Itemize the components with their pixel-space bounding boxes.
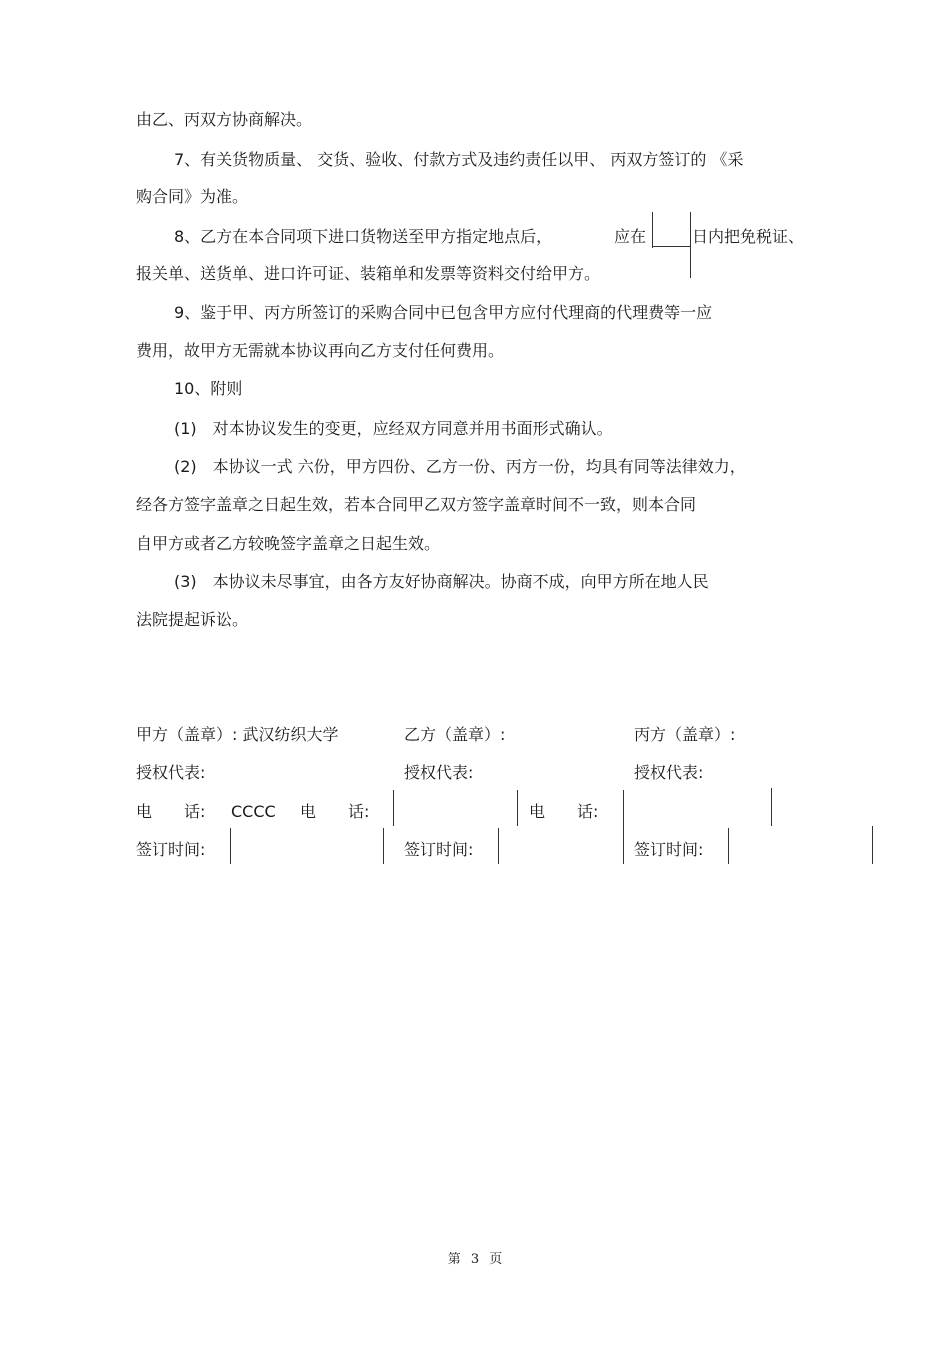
paragraph-line: (1) 对本协议发生的变更，应经双方同意并用书面形式确认。	[174, 419, 613, 438]
paragraph-line: 9、鉴于甲、丙方所签订的采购合同中已包含甲方应付代理商的代理费等一应	[174, 303, 713, 322]
party-a-label: 甲方（盖章）: 武汉纺织大学	[136, 725, 339, 744]
section-heading: 10、附则	[174, 379, 243, 398]
phone-a-value: CCCC	[231, 802, 276, 821]
paragraph-line: 由乙、丙双方协商解决。	[136, 110, 313, 129]
footer-prefix: 第	[447, 1252, 461, 1267]
blank-left-border	[652, 212, 653, 248]
rep-a-label: 授权代表:	[136, 763, 206, 782]
paragraph-line: 自甲方或者乙方较晚签字盖章之日起生效。	[136, 534, 441, 553]
date-c-label: 签订时间:	[634, 840, 704, 859]
paragraph-line: 8、乙方在本合同项下进口货物送至甲方指定地点后，	[174, 227, 553, 246]
field-border	[623, 790, 624, 864]
blank-right-border	[690, 212, 691, 278]
phone-a-label: 电 话:	[136, 802, 206, 821]
footer-suffix: 页	[489, 1252, 503, 1267]
paragraph-line: (2) 本协议一式 六份，甲方四份、乙方一份、丙方一份，均具有同等法律效力，	[174, 457, 746, 476]
page-footer	[0, 1251, 950, 1269]
paragraph-line: 购合同》为准。	[136, 187, 249, 206]
page-number: 3	[470, 1252, 480, 1267]
field-border	[393, 790, 394, 826]
paragraph-line: (3) 本协议未尽事宜，由各方友好协商解决。协商不成，向甲方所在地人民	[174, 572, 709, 591]
field-border	[498, 828, 499, 864]
field-border	[383, 828, 384, 864]
field-border	[872, 826, 873, 864]
paragraph-line: 法院提起诉讼。	[136, 610, 249, 629]
rep-c-label: 授权代表:	[634, 763, 704, 782]
field-border	[771, 788, 772, 826]
party-c-label: 丙方（盖章）:	[634, 725, 736, 744]
field-border	[230, 828, 231, 864]
date-a-label: 签订时间:	[136, 840, 206, 859]
paragraph-line: 费用，故甲方无需就本协议再向乙方支付任何费用。	[136, 341, 505, 360]
paragraph-line: 报关单、送货单、进口许可证、装箱单和发票等资料交付给甲方。	[136, 264, 601, 283]
paragraph-text: 应在	[614, 227, 647, 246]
date-b-label: 签订时间:	[404, 840, 474, 859]
rep-b-label: 授权代表:	[404, 763, 474, 782]
field-border	[517, 790, 518, 826]
phone-b-label: 电 话:	[300, 802, 370, 821]
phone-c-label: 电 话:	[529, 802, 599, 821]
field-border	[728, 828, 729, 864]
paragraph-line: 经各方签字盖章之日起生效，若本合同甲乙双方签字盖章时间不一致，则本合同	[136, 495, 697, 514]
party-b-label: 乙方（盖章）:	[404, 725, 506, 744]
paragraph-line: 7、有关货物质量、 交货、验收、付款方式及违约责任以甲、 丙双方签订的 《采	[174, 150, 744, 169]
blank-underline	[652, 246, 690, 247]
paragraph-text: 日内把免税证、	[692, 227, 805, 246]
